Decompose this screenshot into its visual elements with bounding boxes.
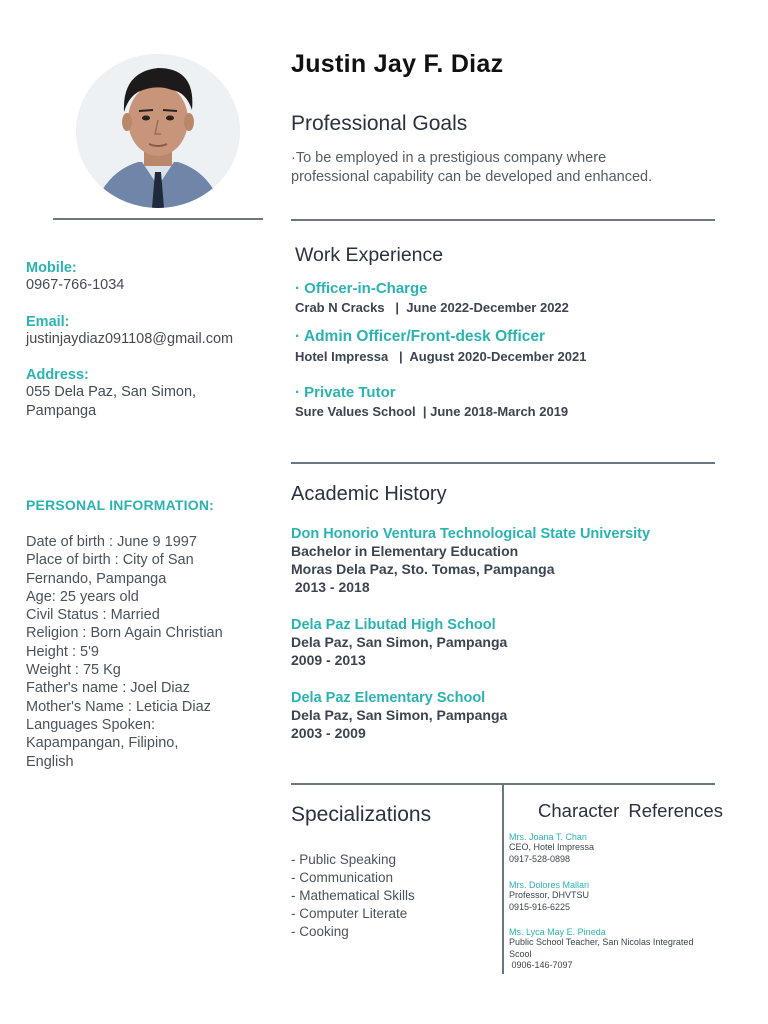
personal-info-line: Civil Status : Married <box>26 607 160 624</box>
specialization-item: - Cooking <box>291 924 349 939</box>
job-title: · Private Tutor <box>295 384 396 401</box>
personal-info-line: Mother's Name : Leticia Diaz <box>26 698 211 715</box>
reference-detail: CEO, Hotel Impressa <box>509 842 595 852</box>
school-entry <box>291 617 507 669</box>
column-divider <box>502 784 504 974</box>
candidate-name: Justin Jay F. Diaz <box>291 50 504 78</box>
divider <box>291 219 715 221</box>
job-entry <box>295 328 586 364</box>
job-title: · Officer-in-Charge <box>295 280 428 297</box>
personal-info-line: Place of birth : City of San <box>26 552 194 569</box>
reference-detail: 0917-528-0898 <box>509 853 571 864</box>
specializations-list <box>291 851 415 941</box>
job-title: · Admin Officer/Front-desk Officer <box>295 328 546 345</box>
address-line: 055 Dela Paz, San Simon, <box>26 384 197 400</box>
character-references-title: Character References <box>538 800 723 821</box>
school-detail: 2003 - 2009 <box>291 725 366 741</box>
job-detail: Sure Values School | June 2018-March 2019 <box>295 404 569 419</box>
reference-detail: 0915-916-6225 <box>509 901 571 912</box>
specialization-item: - Mathematical Skills <box>291 888 415 903</box>
personal-info-line: Father's name : Joel Diaz <box>26 680 190 697</box>
specialization-item: - Communication <box>291 870 394 885</box>
specialization-item: - Public Speaking <box>291 852 397 867</box>
reference-entry <box>509 927 693 972</box>
professional-goals-title: Professional Goals <box>291 112 468 135</box>
school-detail: 2013 - 2018 <box>291 579 370 595</box>
personal-info-title: PERSONAL INFORMATION: <box>26 497 215 513</box>
email-value: justinjaydiaz091108@gmail.com <box>26 330 234 347</box>
address-label: Address: <box>26 367 89 383</box>
personal-info-line: Weight : 75 Kg <box>26 662 121 679</box>
personal-info-line: Height : 5'9 <box>26 643 99 660</box>
specialization-item: - Computer Literate <box>291 906 408 921</box>
reference-detail: Scool <box>509 948 532 959</box>
personal-info-list <box>26 533 256 771</box>
academic-history-title: Academic History <box>291 483 447 505</box>
profile-photo <box>76 54 240 208</box>
mobile-value: 0967-766-1034 <box>26 277 125 293</box>
divider <box>291 462 715 464</box>
reference-detail: Public School Teacher, San Nicolas Integrated <box>509 937 694 947</box>
contact-section <box>26 260 233 420</box>
divider <box>53 218 263 220</box>
work-experience-title: Work Experience <box>295 244 444 266</box>
reference-detail: Professor, DHVTSU <box>509 890 590 900</box>
address-line: Pampanga <box>26 402 97 419</box>
job-detail: Crab N Cracks | June 2022-December 2022 <box>295 300 569 315</box>
reference-name: Mrs. Joana T. Chan <box>509 832 587 842</box>
school-name: Dela Paz Elementary School <box>291 690 486 706</box>
job-entry <box>295 280 569 315</box>
reference-detail: 0906-146-7097 <box>509 960 573 970</box>
personal-info-line: Age: 25 years old <box>26 588 139 605</box>
school-detail: Moras Dela Paz, Sto. Tomas, Pampanga <box>291 561 555 577</box>
job-entry <box>295 384 568 419</box>
reference-name: Mrs. Dolores Mallari <box>509 880 590 890</box>
professional-goals-text: ·To be employed in a prestigious company where professional capability can be developed and enhanced. <box>291 150 653 185</box>
school-detail: 2009 - 2013 <box>291 652 366 668</box>
portrait-image <box>76 54 240 208</box>
personal-info-line: Languages Spoken: <box>26 716 155 733</box>
school-detail: Dela Paz, San Simon, Pampanga <box>291 707 508 723</box>
school-entry <box>291 526 650 596</box>
school-entry <box>291 690 507 742</box>
job-detail: Hotel Impressa | August 2020-December 2021 <box>295 349 587 364</box>
personal-info-line: English <box>26 753 74 770</box>
school-name: Don Honorio Ventura Technological State University <box>291 526 651 542</box>
reference-entry <box>509 880 589 913</box>
school-name: Dela Paz Libutad High School <box>291 617 496 633</box>
personal-info-line: Kapampangan, Filipino, <box>26 735 179 752</box>
email-label: Email: <box>26 313 70 330</box>
personal-info-line: Date of birth : June 9 1997 <box>26 534 197 550</box>
school-detail: Bachelor in Elementary Education <box>291 543 519 559</box>
reference-name: Ms. Lyca May E. Pineda <box>509 927 606 937</box>
mobile-label: Mobile: <box>26 260 77 276</box>
school-detail: Dela Paz, San Simon, Pampanga <box>291 634 508 650</box>
personal-info-line: Fernando, Pampanga <box>26 570 167 587</box>
reference-entry <box>509 832 594 865</box>
specializations-title: Specializations <box>291 803 432 826</box>
personal-info-line: Religion : Born Again Christian <box>26 625 223 642</box>
